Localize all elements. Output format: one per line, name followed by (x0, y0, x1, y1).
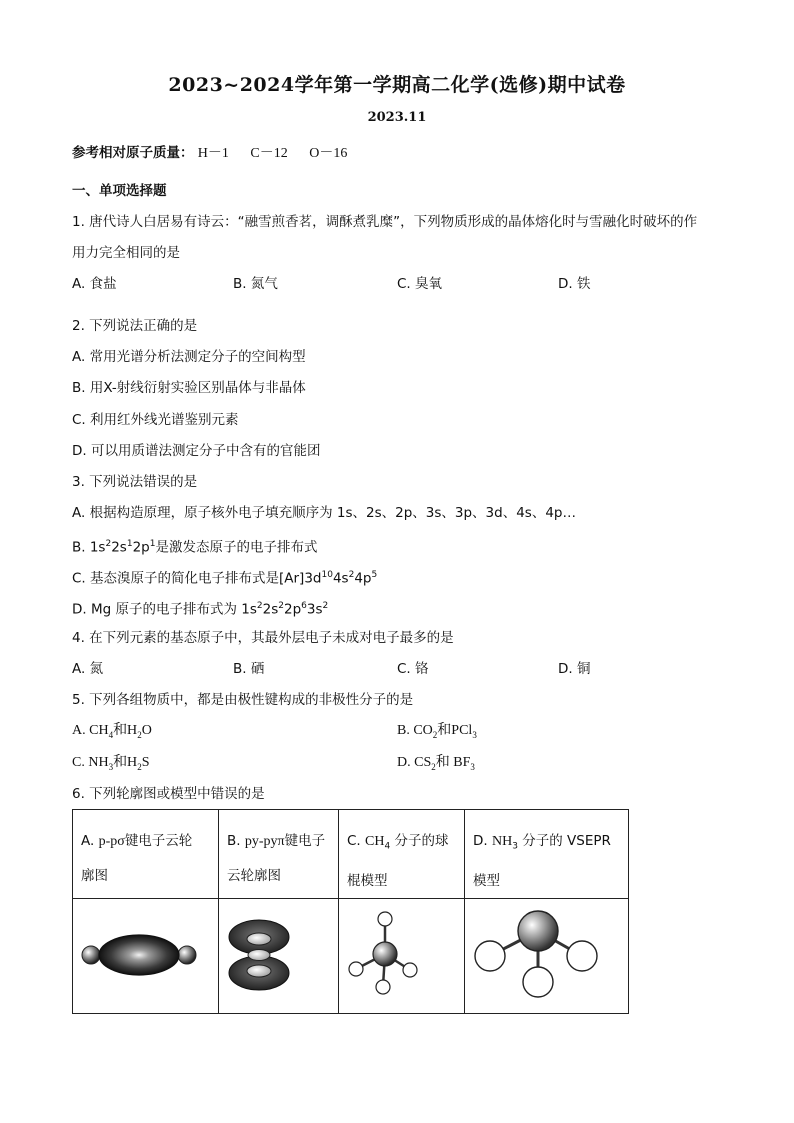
q6-image-c (339, 898, 465, 1013)
q6-caption-a: A. p-pσ键电子云轮 廓图 (73, 810, 219, 899)
q3-option-d: D. Mg 原子的电子排布式为 $1s^22s^22p^63s^2$ (72, 601, 329, 618)
q4-option-a: A. 氮 (72, 661, 104, 677)
q1-option-c: C. 臭氧 (397, 276, 443, 292)
q3-stem: 3. 下列说法错误的是 (72, 474, 198, 490)
q1-option-b: B. 氮气 (233, 276, 278, 292)
q2-option-d: D. 可以用质谱法测定分子中含有的官能团 (72, 443, 321, 459)
q1-option-d: D. 铁 (558, 276, 591, 292)
q5-option-b: B. $CO_2$和PCl$_3$ (397, 723, 477, 740)
q5-stem: 5. 下列各组物质中，都是由极性键构成的非极性分子的是 (72, 692, 414, 708)
q6-stem: 6. 下列轮廓图或模型中错误的是 (72, 786, 265, 802)
q6-image-d (465, 898, 629, 1013)
q4-option-c: C. 铬 (397, 661, 429, 677)
q4-option-b: B. 硒 (233, 661, 265, 677)
q5-option-a: A. $CH_4$和$H_2O$ (72, 723, 152, 740)
exam-date: 2023.11 (367, 110, 427, 125)
atomic-mass-c: C－12 (250, 146, 288, 161)
section-heading: 一、单项选择题 (72, 183, 167, 199)
pi-bond-cloud-image (219, 899, 339, 1012)
q1-option-a: A. 食盐 (72, 276, 117, 292)
q6-caption-c: C. $CH_4$ 分子的球 棍模型 (339, 810, 465, 899)
atomic-mass-o: O－16 (309, 146, 348, 161)
q6-caption-b: B. py-pyπ键电子 云轮廓图 (219, 810, 339, 899)
q6-image-a (73, 898, 219, 1013)
q6-figure-table (72, 809, 629, 1014)
q1-stem-line1: 1. 唐代诗人白居易有诗云：“融雪煎香茗，调酥煮乳糜”，下列物质形成的晶体熔化时与雪融化时破坏的作 (72, 214, 698, 230)
exam-title: 2023~2024学年第一学期高二化学(选修)期中试卷 (168, 74, 626, 96)
q2-option-a: A. 常用光谱分析法测定分子的空间构型 (72, 349, 306, 365)
q1-stem-line2: 用力完全相同的是 (72, 245, 180, 261)
q2-option-b: B. 用X-射线衍射实验区别晶体与非晶体 (72, 380, 306, 396)
atomic-mass-h: H－1 (197, 146, 229, 161)
q6-caption-d: D. $NH_3$ 分子的 VSEPR 模型 (465, 810, 629, 899)
q4-stem: 4. 在下列元素的基态原子中，其最外层电子未成对电子最多的是 (72, 630, 454, 646)
q2-stem: 2. 下列说法正确的是 (72, 318, 198, 334)
q6-image-b (219, 898, 339, 1013)
sigma-bond-cloud-image (73, 899, 219, 1012)
ch4-ball-stick-model-image (339, 899, 465, 1012)
q5-option-c: C. $NH_3$和$H_2S$ (72, 755, 150, 772)
q5-option-d: D. $CS_2$和 $BF_3$ (397, 755, 475, 772)
q4-option-d: D. 铜 (558, 661, 591, 677)
atomic-mass-label: 参考相对原子质量： (72, 145, 194, 161)
q3-option-c: C. 基态溴原子的简化电子排布式是$[Ar]3d^{10}4s^24p^5$ (72, 570, 378, 587)
q2-option-c: C. 利用红外线光谱鉴别元素 (72, 412, 239, 428)
q3-option-b: B. $1s^22s^12p^1$是激发态原子的电子排布式 (72, 539, 318, 556)
nh3-vsepr-model-image (465, 899, 629, 1012)
q3-option-a: A. 根据构造原理，原子核外电子填充顺序为 1s、2s、2p、3s、3p、3d、4s、4p… (72, 505, 576, 521)
atomic-mass-line (72, 143, 347, 164)
